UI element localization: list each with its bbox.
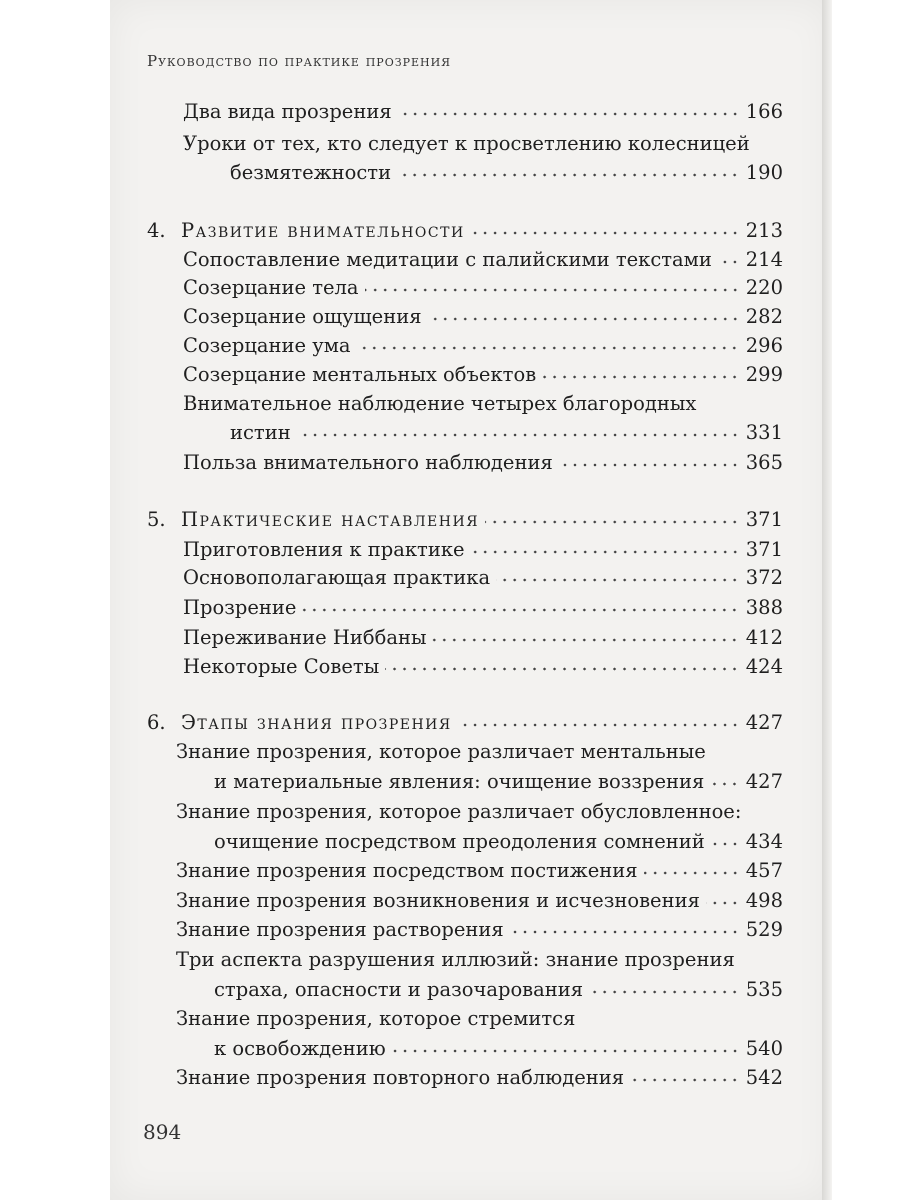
- leader-dots: [398, 112, 740, 116]
- chapter-heading: [147, 215, 465, 247]
- toc-page-number: 372: [745, 566, 783, 589]
- leader-dots: [356, 346, 739, 350]
- toc-entry-title: Основополагающая практика: [183, 566, 491, 589]
- leader-dots: [297, 433, 740, 437]
- toc-entry-title[interactable]: Знание прозрения, которое различает ментальные: [176, 740, 706, 763]
- chapter-title: Практические наставления: [181, 508, 480, 531]
- toc-entry-title: Два вида прозрения: [183, 100, 392, 123]
- leader-dots: [432, 638, 739, 642]
- toc-entry-title[interactable]: Внимательное наблюдение четырех благородных: [183, 392, 697, 415]
- toc-entry-title[interactable]: Три аспекта разрушения иллюзий: знание прозрения: [176, 948, 735, 971]
- toc-entry[interactable]: [214, 826, 783, 858]
- toc-entry[interactable]: [183, 301, 783, 333]
- toc-page-number: 529: [745, 918, 783, 941]
- chapter-title: Этапы знания прозрения: [181, 711, 452, 734]
- toc-page-number: 371: [745, 508, 783, 531]
- toc-entry-title[interactable]: Знание прозрения, которое различает обусловленное:: [176, 800, 742, 823]
- toc-entry[interactable]: [176, 1062, 783, 1094]
- chapter-number: 5.: [147, 508, 166, 531]
- toc-page-number: 388: [745, 596, 783, 619]
- toc-page-number: 166: [745, 100, 783, 123]
- leader-dots: [365, 288, 740, 292]
- toc-entry[interactable]: [183, 330, 783, 362]
- leader-dots: [644, 871, 740, 875]
- toc-page-number: 498: [745, 889, 783, 912]
- chapter-heading: [147, 504, 479, 536]
- toc-entry[interactable]: [176, 914, 783, 946]
- toc-entry[interactable]: [183, 96, 783, 128]
- toc-page-number: 299: [745, 363, 783, 386]
- toc-entry-title: Созерцание тела: [183, 276, 359, 299]
- toc-page-number: 296: [745, 334, 783, 357]
- running-head: Руководство по практике прозрения: [147, 52, 452, 70]
- toc-entry[interactable]: [183, 447, 783, 479]
- toc-entry-title-cont: истин: [230, 421, 291, 444]
- toc-entry-title: Созерцание ощущения: [183, 305, 422, 328]
- toc-page-number: 213: [745, 219, 783, 242]
- toc-entry[interactable]: [214, 974, 783, 1006]
- toc-entry-title: Некоторые Советы: [183, 655, 380, 678]
- leader-dots: [471, 550, 740, 554]
- toc-entry[interactable]: [183, 592, 783, 624]
- toc-chapter[interactable]: [147, 707, 783, 739]
- toc-entry-title-cont: безмятежности: [230, 161, 392, 184]
- toc-page-number: 190: [745, 161, 783, 184]
- toc-page-number: 542: [745, 1066, 783, 1089]
- leader-dots: [302, 608, 739, 612]
- toc-page-number: 427: [745, 711, 783, 734]
- leader-dots: [710, 782, 739, 786]
- leader-dots: [397, 173, 740, 177]
- leader-dots: [471, 231, 740, 235]
- toc-page-number: 365: [745, 451, 783, 474]
- toc-entry[interactable]: [183, 651, 783, 683]
- toc-entry-title-cont: и материальные явления: очищение воззрения: [214, 770, 705, 793]
- toc-entry-title: Созерцание ментальных объектов: [183, 363, 537, 386]
- toc-entry-title: Знание прозрения повторного наблюдения: [176, 1066, 625, 1089]
- toc-entry[interactable]: [230, 417, 783, 449]
- toc-page-number: 540: [745, 1037, 783, 1060]
- toc-page-number: 371: [745, 538, 783, 561]
- toc-entry[interactable]: [230, 157, 783, 189]
- chapter-heading: [147, 707, 452, 739]
- leader-dots: [392, 1049, 740, 1053]
- toc-entry[interactable]: [183, 622, 783, 654]
- toc-page-number: 220: [745, 276, 783, 299]
- toc-entry-title-cont: страха, опасности и разочарования: [214, 978, 584, 1001]
- toc-page-number: 424: [745, 655, 783, 678]
- toc-page-number: 434: [745, 830, 783, 853]
- leader-dots: [496, 578, 740, 582]
- toc-entry-title[interactable]: Уроки от тех, кто следует к просветлению колесницей: [183, 132, 750, 155]
- toc-page-number: 427: [745, 770, 783, 793]
- toc-page-number: 535: [745, 978, 783, 1001]
- toc-page-number: 214: [745, 248, 783, 271]
- leader-dots: [485, 520, 740, 524]
- toc-entry-title: Созерцание ума: [183, 334, 351, 357]
- leader-dots: [589, 990, 740, 994]
- toc-entry-title: Переживание Ниббаны: [183, 626, 427, 649]
- toc-page-number: 331: [745, 421, 783, 444]
- leader-dots: [428, 317, 740, 321]
- toc-entry-title: Польза внимательного наблюдения: [183, 451, 553, 474]
- toc-entry[interactable]: [183, 359, 783, 391]
- toc-entry-title: Сопоставление медитации с палийскими текстами: [183, 248, 712, 271]
- leader-dots: [559, 463, 740, 467]
- chapter-number: 4.: [147, 219, 166, 242]
- toc-entry[interactable]: [176, 855, 783, 887]
- leader-dots: [542, 375, 740, 379]
- toc-entry-title: Знание прозрения возникновения и исчезновения: [176, 889, 700, 912]
- leader-dots: [718, 260, 740, 264]
- toc-entry-title[interactable]: Знание прозрения, которое стремится: [176, 1007, 576, 1030]
- leader-dots: [711, 842, 740, 846]
- toc-page-number: 282: [745, 305, 783, 328]
- toc-page-number: 412: [745, 626, 783, 649]
- toc-entry[interactable]: [214, 766, 783, 798]
- leader-dots: [385, 667, 740, 671]
- toc-page-number: 457: [745, 859, 783, 882]
- page-number-footer: 894: [143, 1120, 182, 1144]
- leader-dots: [706, 901, 740, 905]
- chapter-number: 6.: [147, 711, 166, 734]
- toc-chapter[interactable]: [147, 504, 783, 536]
- leader-dots: [458, 723, 740, 727]
- toc-entry[interactable]: [183, 272, 783, 304]
- toc-entry[interactable]: [176, 885, 783, 917]
- toc-entry-title: Знание прозрения растворения: [176, 918, 504, 941]
- toc-entry[interactable]: [214, 1033, 783, 1065]
- leader-dots: [510, 930, 740, 934]
- leader-dots: [630, 1078, 740, 1082]
- toc-entry-title-cont: к освобождению: [214, 1037, 386, 1060]
- toc-entry-title: Приготовления к практике: [183, 538, 465, 561]
- toc-entry-title-cont: очищение посредством преодоления сомнений: [214, 830, 705, 853]
- toc-entry-title: Знание прозрения посредством постижения: [176, 859, 638, 882]
- toc-entry[interactable]: [183, 562, 783, 594]
- toc-chapter[interactable]: [147, 215, 783, 247]
- toc-entry-title: Прозрение: [183, 596, 297, 619]
- chapter-title: Развитие внимательности: [181, 219, 465, 242]
